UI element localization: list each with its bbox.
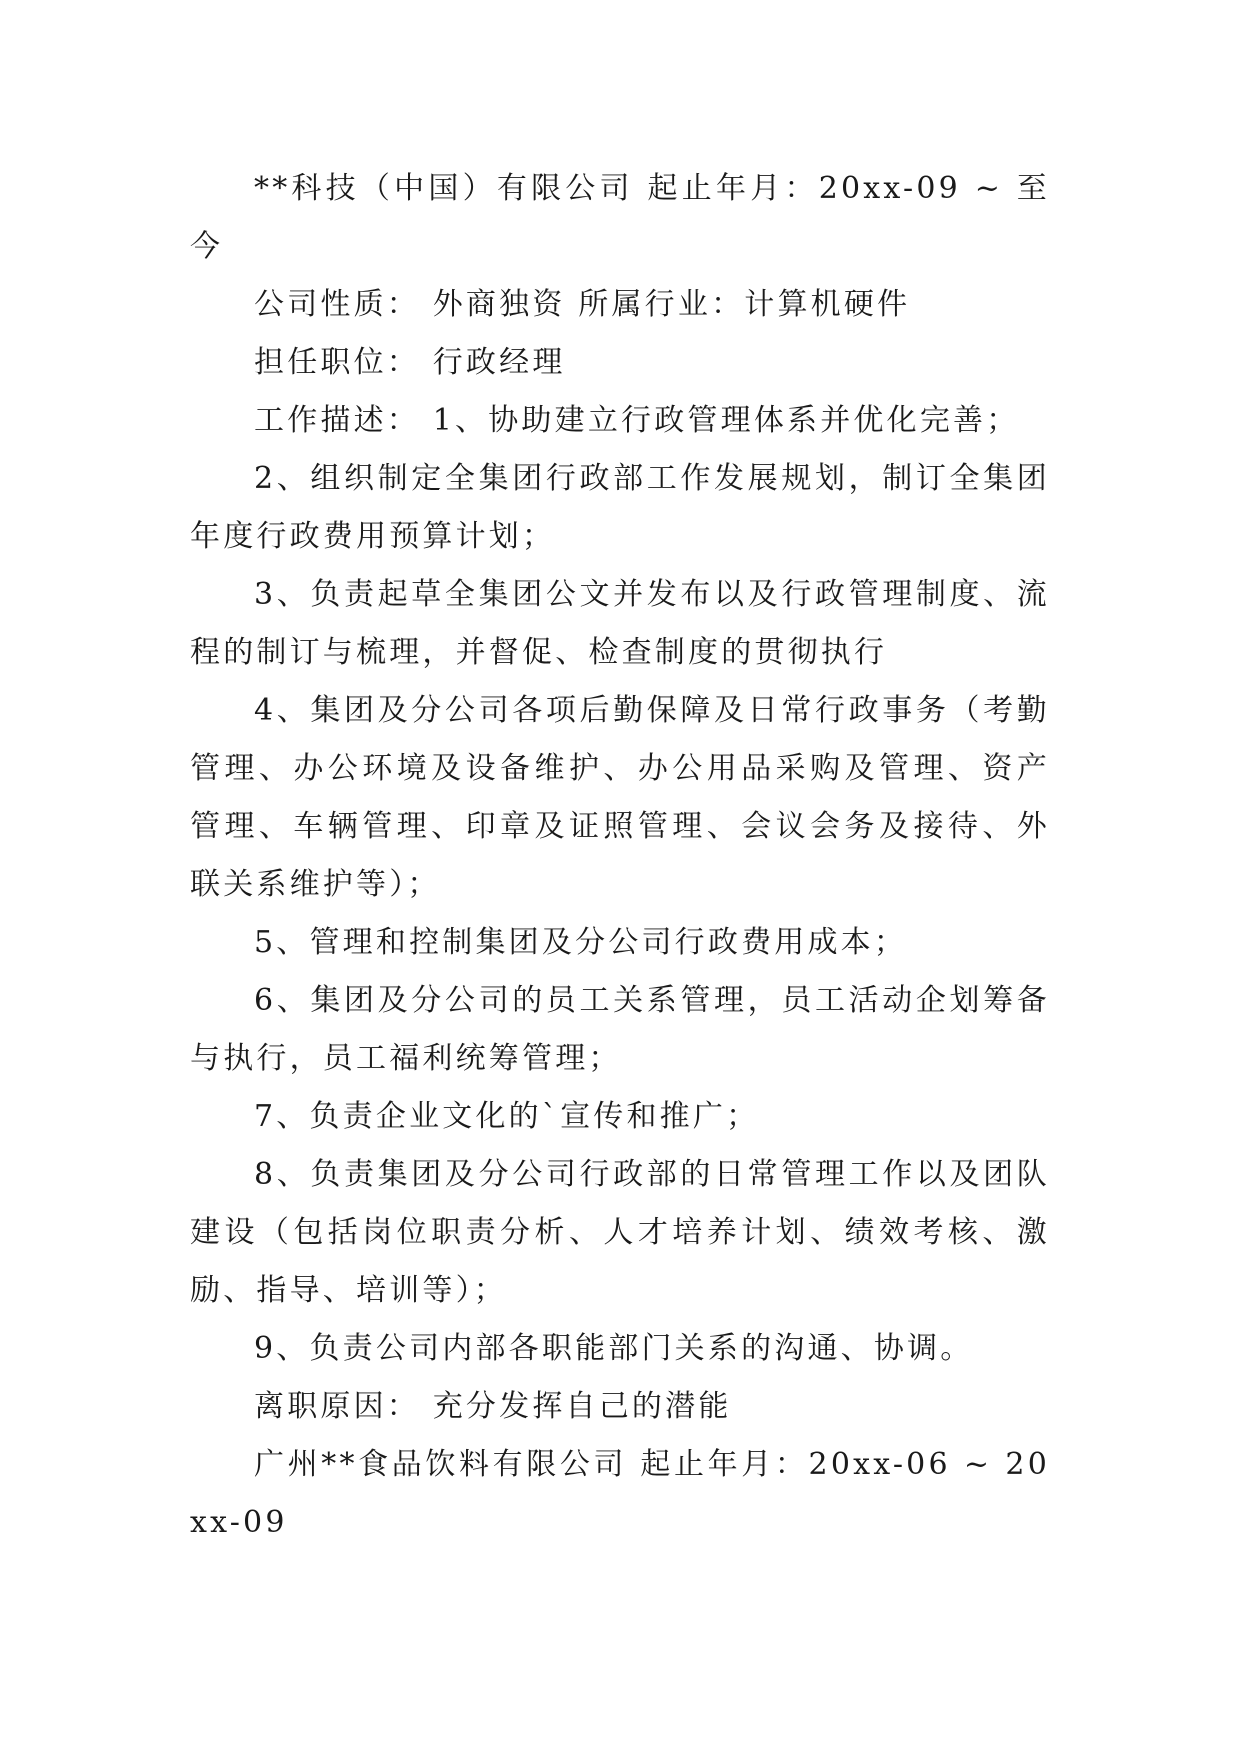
duty-item-7: 7、负责企业文化的`宣传和推广； xyxy=(254,1099,760,1134)
duty-item-1: 工作描述： 1、协助建立行政管理体系并优化完善； xyxy=(254,403,1020,438)
duty-item-6: 6、集团及分公司的员工关系管理，员工活动企划筹备与执行，员工福利统筹管理； xyxy=(190,983,1050,1076)
leave-reason-line: 离职原因： 充分发挥自己的潜能 xyxy=(254,1389,732,1424)
company-header-2: 广州**食品饮料有限公司 起止年月：20xx-06 ~ 20xx-09 xyxy=(190,1447,1050,1540)
duty-item-3: 3、负责起草全集团公文并发布以及行政管理制度、流程的制订与梳理，并督促、检查制度的贯彻执行 xyxy=(190,577,1050,670)
duty-item-8: 8、负责集团及分公司行政部的日常管理工作以及团队建设（包括岗位职责分析、人才培养计划、绩效考核、激励、指导、培训等）； xyxy=(190,1157,1050,1308)
duty-item-2: 2、组织制定全集团行政部工作发展规划，制订全集团年度行政费用预算计划； xyxy=(190,461,1050,554)
duty-item-5: 5、管理和控制集团及分公司行政费用成本； xyxy=(254,925,908,960)
company-nature-line: 公司性质： 外商独资 所属行业：计算机硬件 xyxy=(254,287,911,322)
company-header-1: **科技（中国）有限公司 起止年月：20xx-09 ~ 至今 xyxy=(190,171,1050,264)
duty-item-9: 9、负责公司内部各职能部门关系的沟通、协调。 xyxy=(254,1331,974,1366)
position-line: 担任职位： 行政经理 xyxy=(254,345,566,380)
document-page xyxy=(190,160,1050,1552)
duty-item-4: 4、集团及分公司各项后勤保障及日常行政事务（考勤管理、办公环境及设备维护、办公用品采购及管理、资产管理、车辆管理、印章及证照管理、会议会务及接待、外联关系维护等）； xyxy=(190,693,1050,902)
